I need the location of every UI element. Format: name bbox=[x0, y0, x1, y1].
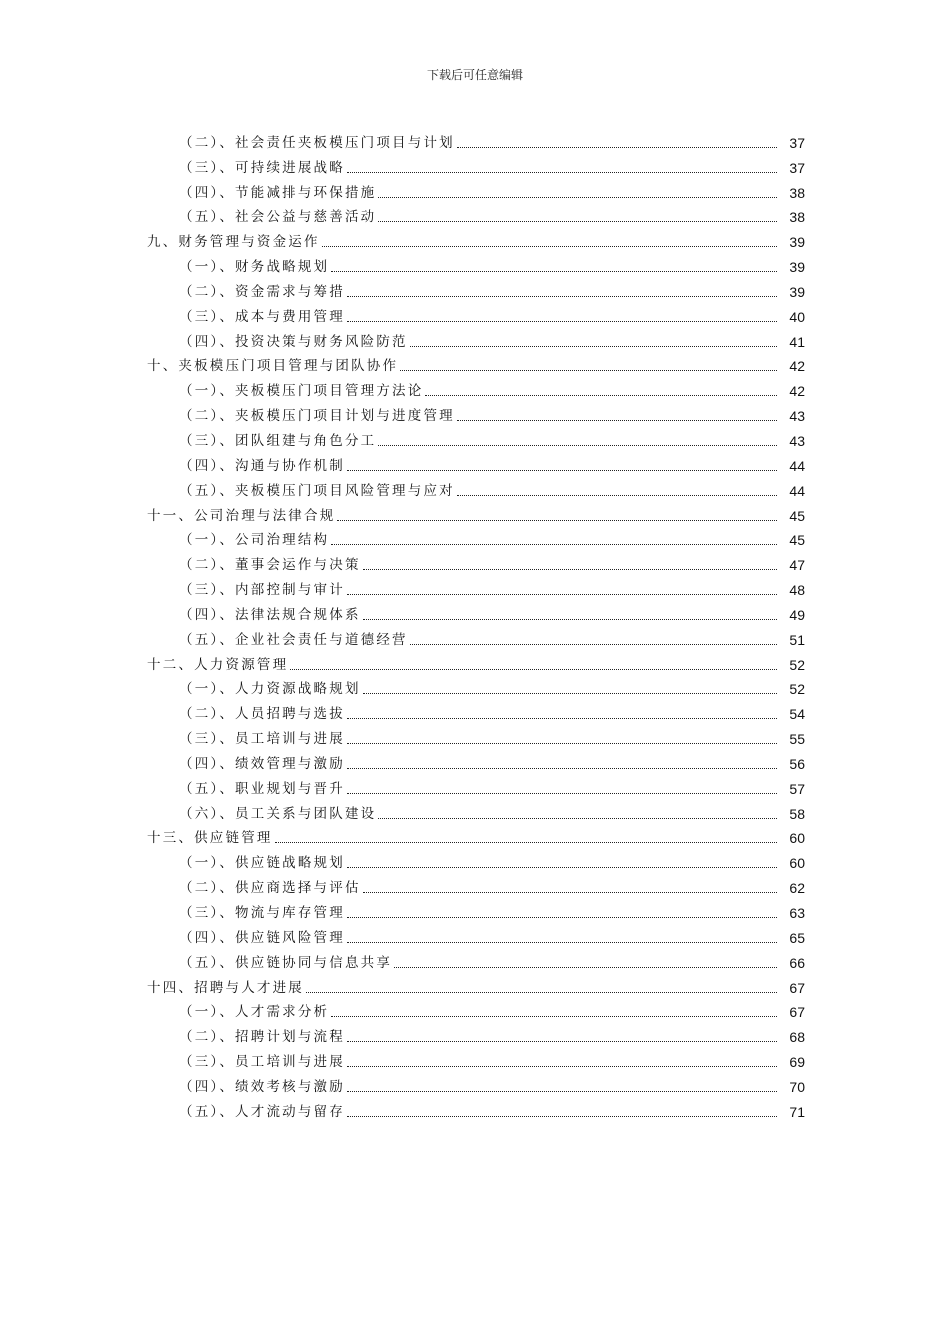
toc-entry-title: （一）、公司治理结构 bbox=[179, 532, 330, 549]
toc-dot-leader bbox=[347, 296, 777, 297]
toc-entry-title: （一）、财务战略规划 bbox=[179, 259, 330, 276]
toc-dot-leader bbox=[306, 992, 777, 993]
toc-section-entry[interactable] bbox=[0, 524, 950, 549]
toc-page-number: 49 bbox=[789, 606, 805, 623]
toc-chapter-entry[interactable] bbox=[0, 499, 950, 524]
toc-section-entry[interactable] bbox=[0, 201, 950, 226]
toc-dot-leader bbox=[347, 594, 777, 595]
toc-dot-leader bbox=[410, 644, 777, 645]
toc-section-entry[interactable] bbox=[0, 374, 950, 399]
toc-page-number: 67 bbox=[789, 1004, 805, 1021]
toc-entry-title: 十四、招聘与人才进展 bbox=[147, 979, 304, 996]
toc-dot-leader bbox=[290, 669, 777, 670]
toc-chapter-entry[interactable] bbox=[0, 225, 950, 250]
toc-entry-title: （三）、成本与费用管理 bbox=[179, 308, 345, 325]
toc-dot-leader bbox=[378, 818, 777, 819]
toc-entry-title: （一）、人才需求分析 bbox=[179, 1004, 330, 1021]
toc-entry-title: （三）、物流与库存管理 bbox=[179, 905, 345, 921]
toc-section-entry[interactable] bbox=[0, 747, 950, 772]
toc-page-number: 51 bbox=[789, 631, 805, 648]
toc-page-number: 71 bbox=[789, 1103, 805, 1120]
toc-entry-title: （二）、资金需求与筹措 bbox=[179, 283, 345, 300]
toc-page-number: 42 bbox=[789, 358, 805, 375]
toc-section-entry[interactable] bbox=[0, 1020, 950, 1045]
toc-page-number: 58 bbox=[789, 805, 805, 822]
toc-chapter-entry[interactable] bbox=[0, 350, 950, 375]
toc-dot-leader bbox=[322, 246, 777, 247]
toc-page-number: 39 bbox=[789, 283, 805, 300]
toc-page-number: 48 bbox=[789, 582, 805, 599]
toc-page-number: 39 bbox=[789, 259, 805, 276]
toc-section-entry[interactable] bbox=[0, 896, 950, 921]
toc-section-entry[interactable] bbox=[0, 722, 950, 747]
toc-page-number: 55 bbox=[789, 731, 805, 748]
toc-dot-leader bbox=[363, 619, 777, 620]
toc-page-number: 67 bbox=[789, 979, 805, 996]
toc-page-number: 52 bbox=[789, 656, 805, 673]
toc-section-entry[interactable] bbox=[0, 1070, 950, 1095]
toc-dot-leader bbox=[457, 495, 777, 496]
toc-entry-title: （三）、团队组建与角色分工 bbox=[179, 432, 377, 449]
toc-page-number: 43 bbox=[789, 432, 805, 449]
toc-section-entry[interactable] bbox=[0, 1045, 950, 1070]
toc-section-entry[interactable] bbox=[0, 623, 950, 648]
toc-dot-leader bbox=[363, 569, 777, 570]
toc-entry-title: （四）、供应链风险管理 bbox=[179, 929, 345, 946]
toc-section-entry[interactable] bbox=[0, 176, 950, 201]
toc-section-entry[interactable] bbox=[0, 871, 950, 896]
toc-entry-title: （五）、企业社会责任与道德经营 bbox=[179, 631, 408, 648]
toc-section-entry[interactable] bbox=[0, 449, 950, 474]
toc-chapter-entry[interactable] bbox=[0, 822, 950, 847]
toc-entry-title: （二）、社会责任夹板模压门项目与计划 bbox=[179, 134, 455, 151]
toc-dot-leader bbox=[347, 1116, 777, 1117]
page-header: 下载后可任意编辑 bbox=[426, 68, 523, 82]
toc-entry-title: （五）、夹板模压门项目风险管理与应对 bbox=[179, 482, 455, 499]
toc-dot-leader bbox=[378, 445, 777, 446]
toc-entry-title: （四）、沟通与协作机制 bbox=[179, 457, 345, 474]
toc-page-number: 66 bbox=[789, 954, 805, 971]
toc-page-number: 70 bbox=[789, 1078, 805, 1095]
toc-page-number: 37 bbox=[789, 134, 805, 151]
toc-entry-title: （五）、职业规划与晋升 bbox=[179, 780, 345, 797]
toc-entry-title: （四）、绩效考核与激励 bbox=[179, 1078, 345, 1095]
toc-section-entry[interactable] bbox=[0, 250, 950, 275]
toc-section-entry[interactable] bbox=[0, 697, 950, 722]
toc-section-entry[interactable] bbox=[0, 573, 950, 598]
toc-entry-title: （五）、人才流动与留存 bbox=[179, 1103, 345, 1120]
toc-page-number: 45 bbox=[789, 532, 805, 549]
toc-dot-leader bbox=[275, 842, 777, 843]
toc-entry-title: 十三、供应链管理 bbox=[147, 830, 273, 847]
toc-page-number: 41 bbox=[789, 333, 805, 350]
toc-dot-leader bbox=[347, 768, 777, 769]
toc-dot-leader bbox=[378, 221, 777, 222]
toc-section-entry[interactable] bbox=[0, 797, 950, 822]
toc-dot-leader bbox=[347, 718, 777, 719]
toc-page-number: 68 bbox=[789, 1029, 805, 1046]
toc-entry-title: （四）、节能减排与环保措施 bbox=[179, 184, 377, 201]
toc-section-entry[interactable] bbox=[0, 474, 950, 499]
toc-section-entry[interactable] bbox=[0, 673, 950, 698]
toc-page-number: 38 bbox=[789, 209, 805, 226]
toc-dot-leader bbox=[331, 1016, 777, 1017]
toc-entry-title: （一）、夹板模压门项目管理方法论 bbox=[179, 383, 424, 400]
toc-page-number: 39 bbox=[789, 234, 805, 251]
toc-dot-leader bbox=[331, 271, 777, 272]
toc-dot-leader bbox=[347, 743, 777, 744]
toc-dot-leader bbox=[363, 892, 777, 893]
toc-section-entry[interactable] bbox=[0, 126, 950, 151]
toc-page-number: 43 bbox=[789, 408, 805, 425]
toc-dot-leader bbox=[347, 867, 777, 868]
toc-dot-leader bbox=[410, 346, 777, 347]
toc-page-number: 37 bbox=[789, 159, 805, 176]
toc-dot-leader bbox=[347, 321, 777, 322]
toc-page-number: 42 bbox=[789, 383, 805, 400]
toc-entry-title: 十、夹板模压门项目管理与团队协作 bbox=[147, 358, 399, 375]
toc-dot-leader bbox=[363, 693, 777, 694]
toc-dot-leader bbox=[331, 544, 777, 545]
toc-dot-leader bbox=[337, 520, 777, 521]
toc-page-number: 40 bbox=[789, 308, 805, 325]
toc-entry-title: （三）、员工培训与进展 bbox=[179, 731, 345, 748]
toc-entry-title: （二）、招聘计划与流程 bbox=[179, 1029, 345, 1046]
toc-dot-leader bbox=[347, 942, 777, 943]
toc-entry-title: （二）、夹板模压门项目计划与进度管理 bbox=[179, 408, 455, 425]
toc-entry-title: （五）、供应链协同与信息共享 bbox=[179, 954, 393, 971]
toc-entry-title: （四）、法律法规合规体系 bbox=[179, 606, 361, 623]
toc-entry-title: （六）、员工关系与团队建设 bbox=[179, 805, 377, 822]
toc-entry-title: （一）、人力资源战略规划 bbox=[179, 681, 361, 698]
toc-page-number: 45 bbox=[789, 507, 805, 524]
toc-dot-leader bbox=[400, 370, 777, 371]
toc-page-number: 44 bbox=[789, 457, 805, 474]
toc-entry-title: 十二、人力资源管理 bbox=[147, 656, 289, 673]
toc-dot-leader bbox=[457, 420, 777, 421]
toc-entry-title: （三）、可持续进展战略 bbox=[179, 159, 345, 176]
toc-section-entry[interactable] bbox=[0, 921, 950, 946]
toc-page-number: 65 bbox=[789, 929, 805, 946]
table-of-contents bbox=[0, 126, 950, 1120]
toc-page-number: 69 bbox=[789, 1054, 805, 1071]
toc-section-entry[interactable] bbox=[0, 598, 950, 623]
toc-entry-title: （二）、董事会运作与决策 bbox=[179, 557, 361, 574]
toc-section-entry[interactable] bbox=[0, 275, 950, 300]
toc-page-number: 56 bbox=[789, 755, 805, 772]
toc-entry-title: 十一、公司治理与法律合规 bbox=[147, 507, 336, 524]
toc-entry-title: （二）、人员招聘与选拔 bbox=[179, 706, 345, 723]
toc-entry-title: （五）、社会公益与慈善活动 bbox=[179, 209, 377, 226]
toc-dot-leader bbox=[347, 1091, 777, 1092]
toc-entry-title: （一）、供应链战略规划 bbox=[179, 855, 345, 872]
toc-section-entry[interactable] bbox=[0, 325, 950, 350]
toc-page-number: 60 bbox=[789, 855, 805, 872]
toc-page-number: 44 bbox=[789, 482, 805, 499]
toc-section-entry[interactable] bbox=[0, 424, 950, 449]
toc-dot-leader bbox=[347, 793, 777, 794]
toc-dot-leader bbox=[347, 470, 777, 471]
toc-dot-leader bbox=[347, 1066, 777, 1067]
toc-page-number: 60 bbox=[789, 830, 805, 847]
toc-entry-title: （四）、投资决策与财务风险防范 bbox=[179, 333, 408, 350]
toc-section-entry[interactable] bbox=[0, 300, 950, 325]
toc-dot-leader bbox=[394, 967, 777, 968]
toc-entry-title: （二）、供应商选择与评估 bbox=[179, 880, 361, 897]
toc-dot-leader bbox=[425, 395, 777, 396]
toc-entry-title: （三）、员工培训与进展 bbox=[179, 1054, 345, 1071]
toc-section-entry[interactable] bbox=[0, 399, 950, 424]
toc-page-number: 52 bbox=[789, 681, 805, 698]
toc-dot-leader bbox=[347, 1041, 777, 1042]
toc-page-number: 62 bbox=[789, 880, 805, 897]
toc-section-entry[interactable] bbox=[0, 846, 950, 871]
toc-page-number: 57 bbox=[789, 780, 805, 797]
toc-dot-leader bbox=[457, 147, 777, 148]
toc-dot-leader bbox=[347, 172, 777, 173]
toc-page-number: 63 bbox=[789, 905, 805, 921]
toc-chapter-entry[interactable] bbox=[0, 971, 950, 996]
toc-entry-title: 九、财务管理与资金运作 bbox=[147, 234, 320, 251]
toc-section-entry[interactable] bbox=[0, 996, 950, 1021]
toc-dot-leader bbox=[378, 197, 777, 198]
toc-section-entry[interactable] bbox=[0, 1095, 950, 1120]
toc-section-entry[interactable] bbox=[0, 151, 950, 176]
toc-entry-title: （四）、绩效管理与激励 bbox=[179, 755, 345, 772]
toc-page-number: 54 bbox=[789, 706, 805, 723]
toc-dot-leader bbox=[347, 917, 777, 918]
toc-section-entry[interactable] bbox=[0, 548, 950, 573]
toc-page-number: 38 bbox=[789, 184, 805, 201]
toc-entry-title: （三）、内部控制与审计 bbox=[179, 582, 345, 599]
toc-section-entry[interactable] bbox=[0, 772, 950, 797]
toc-section-entry[interactable] bbox=[0, 946, 950, 971]
toc-page-number: 47 bbox=[789, 557, 805, 574]
toc-chapter-entry[interactable] bbox=[0, 648, 950, 673]
